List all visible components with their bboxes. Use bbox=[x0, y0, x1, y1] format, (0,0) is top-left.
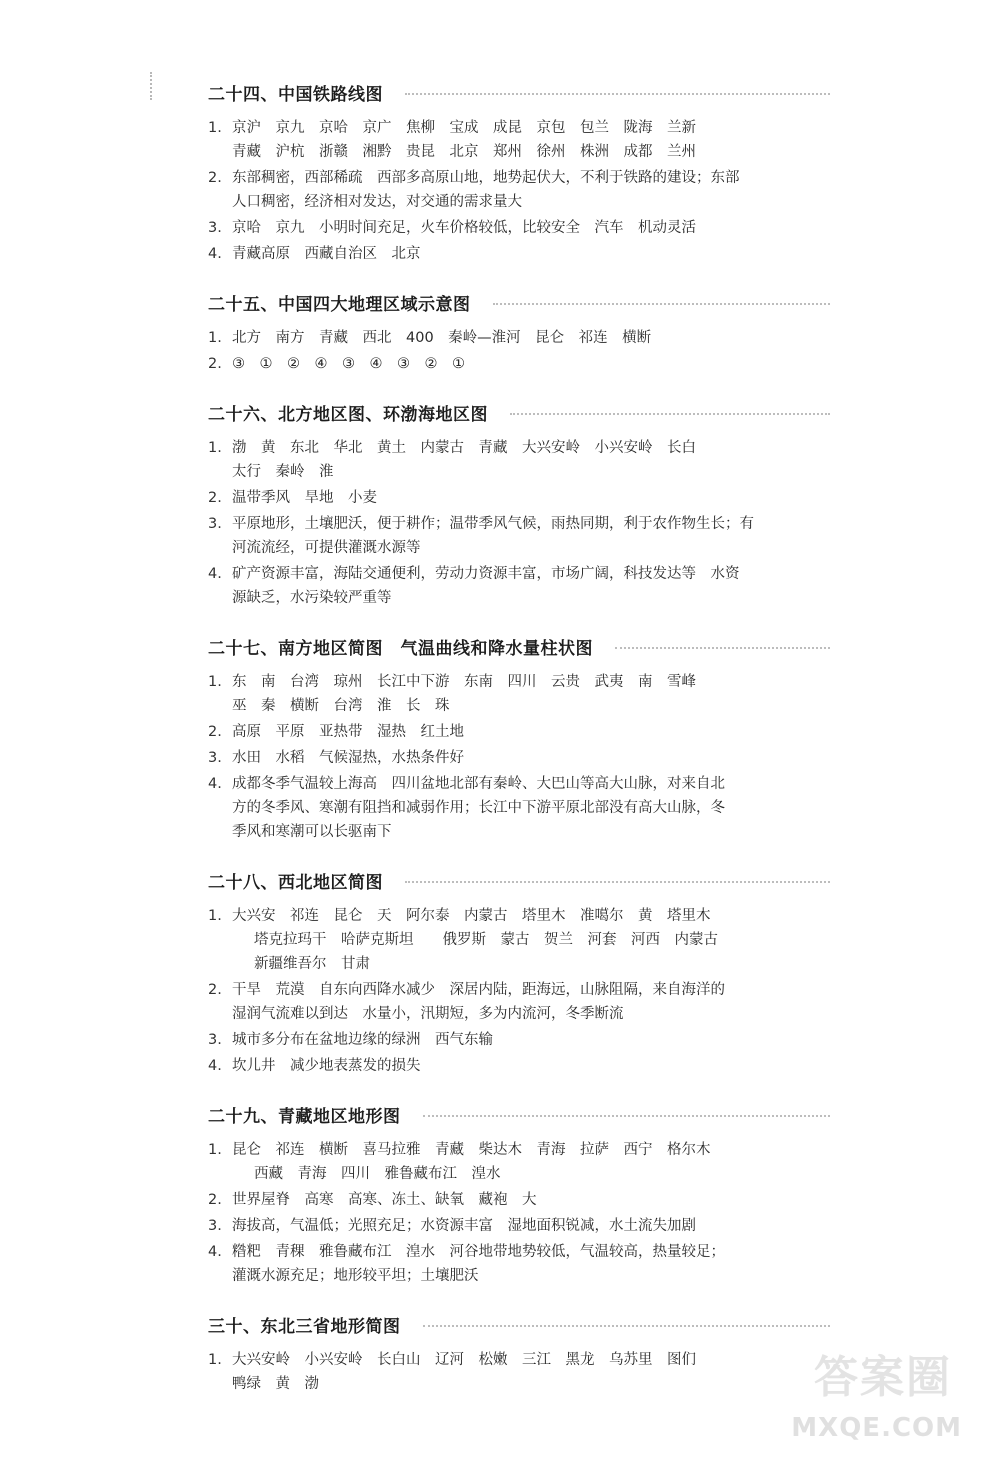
answer-line: 渤 黄 东北 华北 黄土 内蒙古 青藏 大兴安岭 小兴安岭 长白 bbox=[232, 440, 696, 456]
item-number: 1. bbox=[208, 1142, 222, 1158]
dotted-leader bbox=[405, 881, 830, 883]
answer-line: 大兴安 祁连 昆仑 天 阿尔泰 内蒙古 塔里木 准噶尔 黄 塔里木 bbox=[232, 908, 711, 924]
item-text bbox=[232, 746, 830, 770]
section-heading-row bbox=[208, 1092, 830, 1136]
answer-line: 太行 秦岭 淮 bbox=[232, 464, 334, 480]
item-number: 1. bbox=[208, 1352, 222, 1368]
answer-item bbox=[208, 436, 830, 484]
watermark-logo bbox=[772, 1341, 972, 1451]
answer-item bbox=[208, 670, 830, 718]
item-text bbox=[232, 720, 830, 744]
answer-line: 平原地形，土壤肥沃，便于耕作；温带季风气候，雨热同期，利于农作物生长；有 bbox=[232, 516, 754, 532]
answer-subline: 西藏 青海 四川 雅鲁藏布江 湟水 bbox=[254, 1166, 501, 1182]
item-text bbox=[232, 1214, 830, 1238]
answer-line: 河流流经，可提供灌溉水源等 bbox=[232, 540, 421, 556]
answer-line: 灌溉水源充足；地形较平坦；土壤肥沃 bbox=[232, 1268, 479, 1284]
answer-item bbox=[208, 1214, 830, 1238]
item-text bbox=[232, 216, 830, 240]
answer-section bbox=[208, 1092, 830, 1288]
answer-item bbox=[208, 1240, 830, 1288]
answer-item bbox=[208, 720, 830, 744]
item-number: 3. bbox=[208, 516, 222, 532]
dotted-leader bbox=[510, 413, 830, 415]
section-heading-row bbox=[208, 390, 830, 434]
answer-line: 昆仑 祁连 横断 喜马拉雅 青藏 柴达木 青海 拉萨 西宁 格尔木 bbox=[232, 1142, 711, 1158]
section-heading-row bbox=[208, 1302, 830, 1346]
watermark-url: MXQE.COM bbox=[791, 1413, 962, 1443]
section-heading-row bbox=[208, 70, 830, 114]
item-text bbox=[232, 978, 830, 1026]
answer-subline: 塔克拉玛干 哈萨克斯坦 俄罗斯 蒙古 贺兰 河套 河西 内蒙古 bbox=[254, 932, 718, 948]
answer-item bbox=[208, 978, 830, 1026]
item-number: 4. bbox=[208, 246, 222, 262]
answer-item bbox=[208, 746, 830, 770]
item-text bbox=[232, 512, 830, 560]
item-number: 4. bbox=[208, 1244, 222, 1260]
answer-line: 青藏 沪杭 浙赣 湘黔 贵昆 北京 郑州 徐州 株洲 成都 兰州 bbox=[232, 144, 696, 160]
answer-line: 坎儿井 减少地表蒸发的损失 bbox=[232, 1058, 421, 1074]
item-number: 2. bbox=[208, 490, 222, 506]
dotted-leader bbox=[423, 1325, 831, 1327]
answer-section bbox=[208, 624, 830, 844]
item-number: 4. bbox=[208, 776, 222, 792]
answer-item bbox=[208, 1054, 830, 1078]
answer-item bbox=[208, 242, 830, 266]
item-number: 1. bbox=[208, 908, 222, 924]
answer-item bbox=[208, 562, 830, 610]
section-heading-row bbox=[208, 280, 830, 324]
answer-line: 京沪 京九 京哈 京广 焦柳 宝成 成昆 京包 包兰 陇海 兰新 bbox=[232, 120, 696, 136]
answer-section bbox=[208, 70, 830, 266]
item-text bbox=[232, 904, 830, 976]
answer-item bbox=[208, 1348, 830, 1396]
item-number: 1. bbox=[208, 120, 222, 136]
item-text bbox=[232, 1348, 830, 1396]
answer-line: 温带季风 旱地 小麦 bbox=[232, 490, 377, 506]
answer-item bbox=[208, 216, 830, 240]
section-heading: 二十九、青藏地区地形图 bbox=[208, 1106, 401, 1127]
item-number: 2. bbox=[208, 982, 222, 998]
item-number: 1. bbox=[208, 440, 222, 456]
section-heading: 二十五、中国四大地理区域示意图 bbox=[208, 294, 471, 315]
answer-section bbox=[208, 280, 830, 376]
dotted-leader bbox=[423, 1115, 831, 1117]
item-number: 3. bbox=[208, 1218, 222, 1234]
answer-item bbox=[208, 1138, 830, 1186]
item-number: 2. bbox=[208, 356, 222, 372]
item-text bbox=[232, 116, 830, 164]
margin-mark bbox=[150, 72, 156, 100]
item-text bbox=[232, 1188, 830, 1212]
answer-line: 湿润气流难以到达 水量小，汛期短，多为内流河，冬季断流 bbox=[232, 1006, 624, 1022]
answer-line: 世界屋脊 高寒 高寒、冻土、缺氧 藏袍 大 bbox=[232, 1192, 537, 1208]
item-text bbox=[232, 670, 830, 718]
dotted-leader bbox=[405, 93, 830, 95]
item-number: 3. bbox=[208, 220, 222, 236]
answer-line: 源缺乏，水污染较严重等 bbox=[232, 590, 392, 606]
item-text bbox=[232, 1240, 830, 1288]
item-text bbox=[232, 1028, 830, 1052]
answer-line: 高原 平原 亚热带 湿热 红土地 bbox=[232, 724, 464, 740]
item-text bbox=[232, 562, 830, 610]
answer-line: 城市多分布在盆地边缘的绿洲 西气东输 bbox=[232, 1032, 493, 1048]
item-text bbox=[232, 326, 830, 350]
answer-line: 东 南 台湾 琼州 长江中下游 东南 四川 云贵 武夷 南 雪峰 bbox=[232, 674, 696, 690]
answer-item bbox=[208, 326, 830, 350]
item-text bbox=[232, 166, 830, 214]
item-number: 2. bbox=[208, 170, 222, 186]
item-number: 4. bbox=[208, 566, 222, 582]
answer-line: 人口稠密，经济相对发达，对交通的需求量大 bbox=[232, 194, 522, 210]
item-number: 3. bbox=[208, 1032, 222, 1048]
answer-line: 大兴安岭 小兴安岭 长白山 辽河 松嫩 三江 黑龙 乌苏里 图们 bbox=[232, 1352, 696, 1368]
dotted-leader bbox=[615, 647, 830, 649]
watermark-text: 答案圈 bbox=[814, 1352, 952, 1403]
answer-line: 鸭绿 黄 渤 bbox=[232, 1376, 319, 1392]
answer-line: 干旱 荒漠 自东向西降水减少 深居内陆，距海远，山脉阻隔，来自海洋的 bbox=[232, 982, 725, 998]
item-text bbox=[232, 436, 830, 484]
answer-line: 季风和寒潮可以长驱南下 bbox=[232, 824, 392, 840]
answer-line: 京哈 京九 小明时间充足，火车价格较低，比较安全 汽车 机动灵活 bbox=[232, 220, 696, 236]
item-text bbox=[232, 772, 830, 844]
section-heading: 二十六、北方地区图、环渤海地区图 bbox=[208, 404, 488, 425]
item-text bbox=[232, 486, 830, 510]
section-heading: 三十、东北三省地形简图 bbox=[208, 1316, 401, 1337]
dotted-leader bbox=[493, 303, 831, 305]
section-heading: 二十八、西北地区简图 bbox=[208, 872, 383, 893]
answer-item bbox=[208, 772, 830, 844]
answer-line: 糌粑 青稞 雅鲁藏布江 湟水 河谷地带地势较低，气温较高，热量较足； bbox=[232, 1244, 725, 1260]
item-text bbox=[232, 242, 830, 266]
answer-line: 成都冬季气温较上海高 四川盆地北部有秦岭、大巴山等高大山脉，对来自北 bbox=[232, 776, 725, 792]
section-heading: 二十四、中国铁路线图 bbox=[208, 84, 383, 105]
answer-item bbox=[208, 512, 830, 560]
answer-line: 东部稠密，西部稀疏 西部多高原山地，地势起伏大，不利于铁路的建设；东部 bbox=[232, 170, 740, 186]
answer-item bbox=[208, 1028, 830, 1052]
answer-line: 水田 水稻 气候湿热，水热条件好 bbox=[232, 750, 464, 766]
item-text bbox=[232, 1054, 830, 1078]
answer-line: 巫 秦 横断 台湾 淮 长 珠 bbox=[232, 698, 450, 714]
answer-item bbox=[208, 1188, 830, 1212]
item-number: 2. bbox=[208, 724, 222, 740]
item-text bbox=[232, 352, 830, 376]
section-heading: 二十七、南方地区简图 气温曲线和降水量柱状图 bbox=[208, 638, 593, 659]
answer-item bbox=[208, 166, 830, 214]
answer-subline: 新疆维吾尔 甘肃 bbox=[254, 956, 370, 972]
answer-line: 方的冬季风、寒潮有阻挡和减弱作用；长江中下游平原北部没有高大山脉，冬 bbox=[232, 800, 725, 816]
answer-item bbox=[208, 352, 830, 376]
item-number: 3. bbox=[208, 750, 222, 766]
item-text bbox=[232, 1138, 830, 1186]
item-number: 1. bbox=[208, 674, 222, 690]
item-number: 4. bbox=[208, 1058, 222, 1074]
item-number: 2. bbox=[208, 1192, 222, 1208]
item-number: 1. bbox=[208, 330, 222, 346]
answer-page bbox=[208, 70, 830, 1410]
answer-section bbox=[208, 858, 830, 1078]
answer-section bbox=[208, 390, 830, 610]
answer-section bbox=[208, 1302, 830, 1396]
answer-item bbox=[208, 116, 830, 164]
answer-item bbox=[208, 486, 830, 510]
answer-line: 北方 南方 青藏 西北 400 秦岭—淮河 昆仑 祁连 横断 bbox=[232, 330, 652, 346]
section-heading-row bbox=[208, 624, 830, 668]
answer-item bbox=[208, 904, 830, 976]
answer-line: 海拔高，气温低；光照充足；水资源丰富 湿地面积锐减，水土流失加剧 bbox=[232, 1218, 696, 1234]
answer-line: 青藏高原 西藏自治区 北京 bbox=[232, 246, 421, 262]
answer-line: 矿产资源丰富，海陆交通便利，劳动力资源丰富，市场广阔，科技发达等 水资 bbox=[232, 566, 740, 582]
answer-line: ③ ① ② ④ ③ ④ ③ ② ① bbox=[232, 356, 465, 372]
section-heading-row bbox=[208, 858, 830, 902]
